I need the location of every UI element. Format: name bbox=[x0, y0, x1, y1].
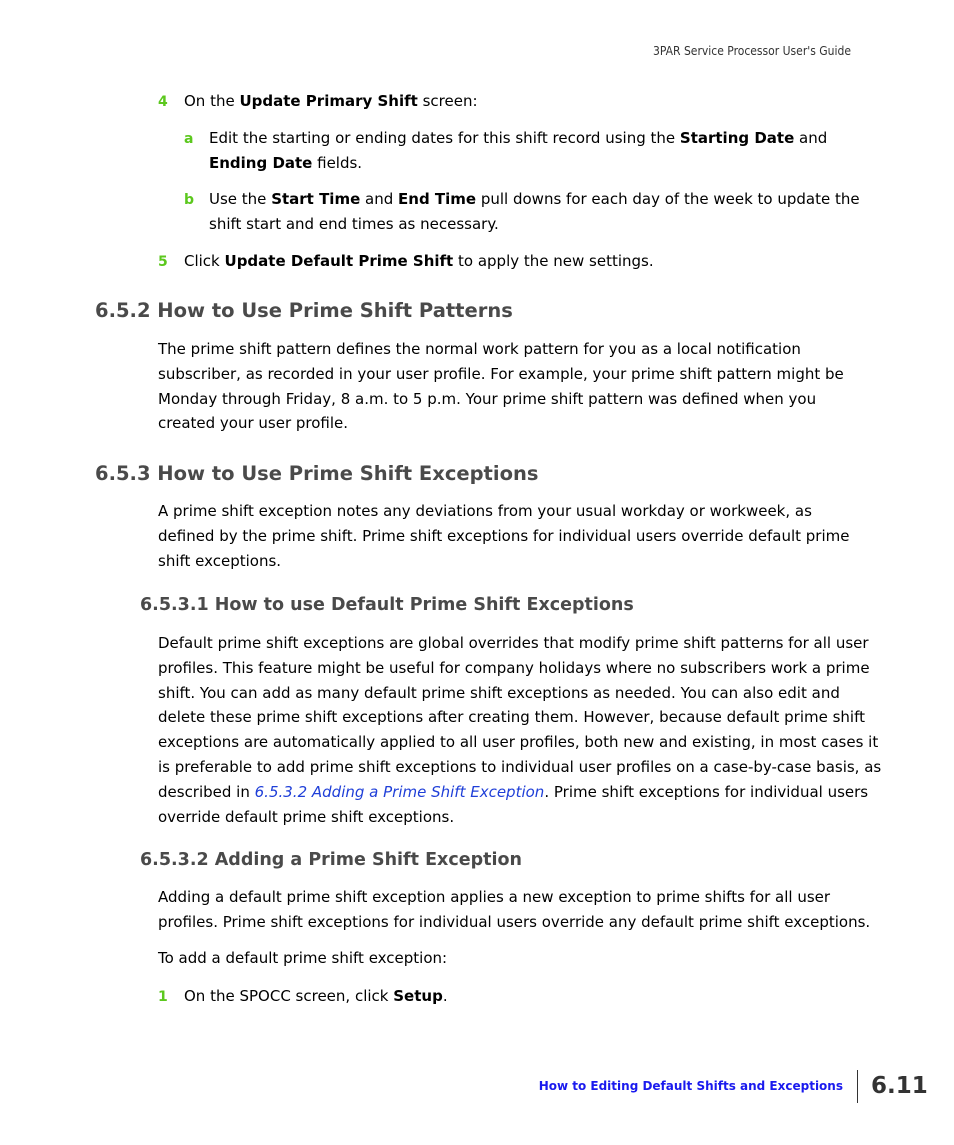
step-4b-text: Use the Start Time and End Time pull downs for each day of the week to update the shift start and end times as necessary. bbox=[209, 190, 860, 233]
step-4a-text: Edit the starting or ending dates for this shift record using the Starting Date and Ending Date fields. bbox=[209, 129, 828, 172]
heading-6-5-3-2: 6.5.3.2 Adding a Prime Shift Exception bbox=[140, 850, 522, 870]
section-6-5-2-body: The prime shift pattern defines the normal work pattern for you as a local notification subscriber, as recorded in your user profile. For example, your prime shift pattern might be Monday through Friday, 8 a.m. to 5 p.m. Your prime shift pattern was defined when you created your user profile. bbox=[158, 340, 844, 433]
cross-reference-link[interactable]: 6.5.3.2 Adding a Prime Shift Exception bbox=[254, 782, 545, 801]
section-6-5-3-2-body: Adding a default prime shift exception applies a new exception to prime shifts for all user profiles. Prime shift exceptions for individual users override any default prime shift exceptions. bbox=[158, 888, 871, 931]
step-1-text: On the SPOCC screen, click Setup. bbox=[184, 987, 448, 1005]
step-5-text: Click Update Default Prime Shift to apply the new settings. bbox=[184, 252, 654, 270]
heading-6-5-3: 6.5.3 How to Use Prime Shift Exceptions bbox=[95, 462, 539, 485]
step-4-number: 4 bbox=[158, 94, 168, 110]
heading-6-5-2: 6.5.2 How to Use Prime Shift Patterns bbox=[95, 299, 513, 322]
step-5-number: 5 bbox=[158, 254, 168, 270]
page-number: 6.11 bbox=[871, 1073, 928, 1099]
running-header: 3PAR Service Processor User's Guide bbox=[653, 44, 851, 58]
step-4a-letter: a bbox=[184, 131, 194, 147]
section-6-5-3-1-body: Default prime shift exceptions are global overrides that modify prime shift patterns for all user profiles. This feature might be useful for company holidays where no subscribers work a prime shift. You can add as many default prime shift exceptions as needed. You can also edit and delete these prime shift exceptions after creating them. However, because default prime shift exceptions are automatically applied to all user profiles, both new and existing, in most cases it is preferable to add prime shift exceptions to individual user profiles on a case-by-case basis, as described in 6.5.3.2 Adding a Prime Shift Exception. Prime shift exceptions for individual users override default prime shift exceptions. bbox=[158, 634, 882, 826]
step-4b-letter: b bbox=[184, 192, 195, 208]
footer-chapter-link[interactable]: How to Editing Default Shifts and Exceptions bbox=[538, 1079, 843, 1093]
footer-divider bbox=[857, 1070, 858, 1103]
step-4-text: On the Update Primary Shift screen: bbox=[184, 92, 478, 110]
add-exception-intro: To add a default prime shift exception: bbox=[158, 949, 448, 967]
section-6-5-3-body: A prime shift exception notes any deviations from your usual workday or workweek, as defined by the prime shift. Prime shift exceptions for individual users override default prime shift exceptions. bbox=[158, 502, 850, 570]
heading-6-5-3-1: 6.5.3.1 How to use Default Prime Shift Exceptions bbox=[140, 595, 634, 615]
step-1-number: 1 bbox=[158, 989, 168, 1005]
